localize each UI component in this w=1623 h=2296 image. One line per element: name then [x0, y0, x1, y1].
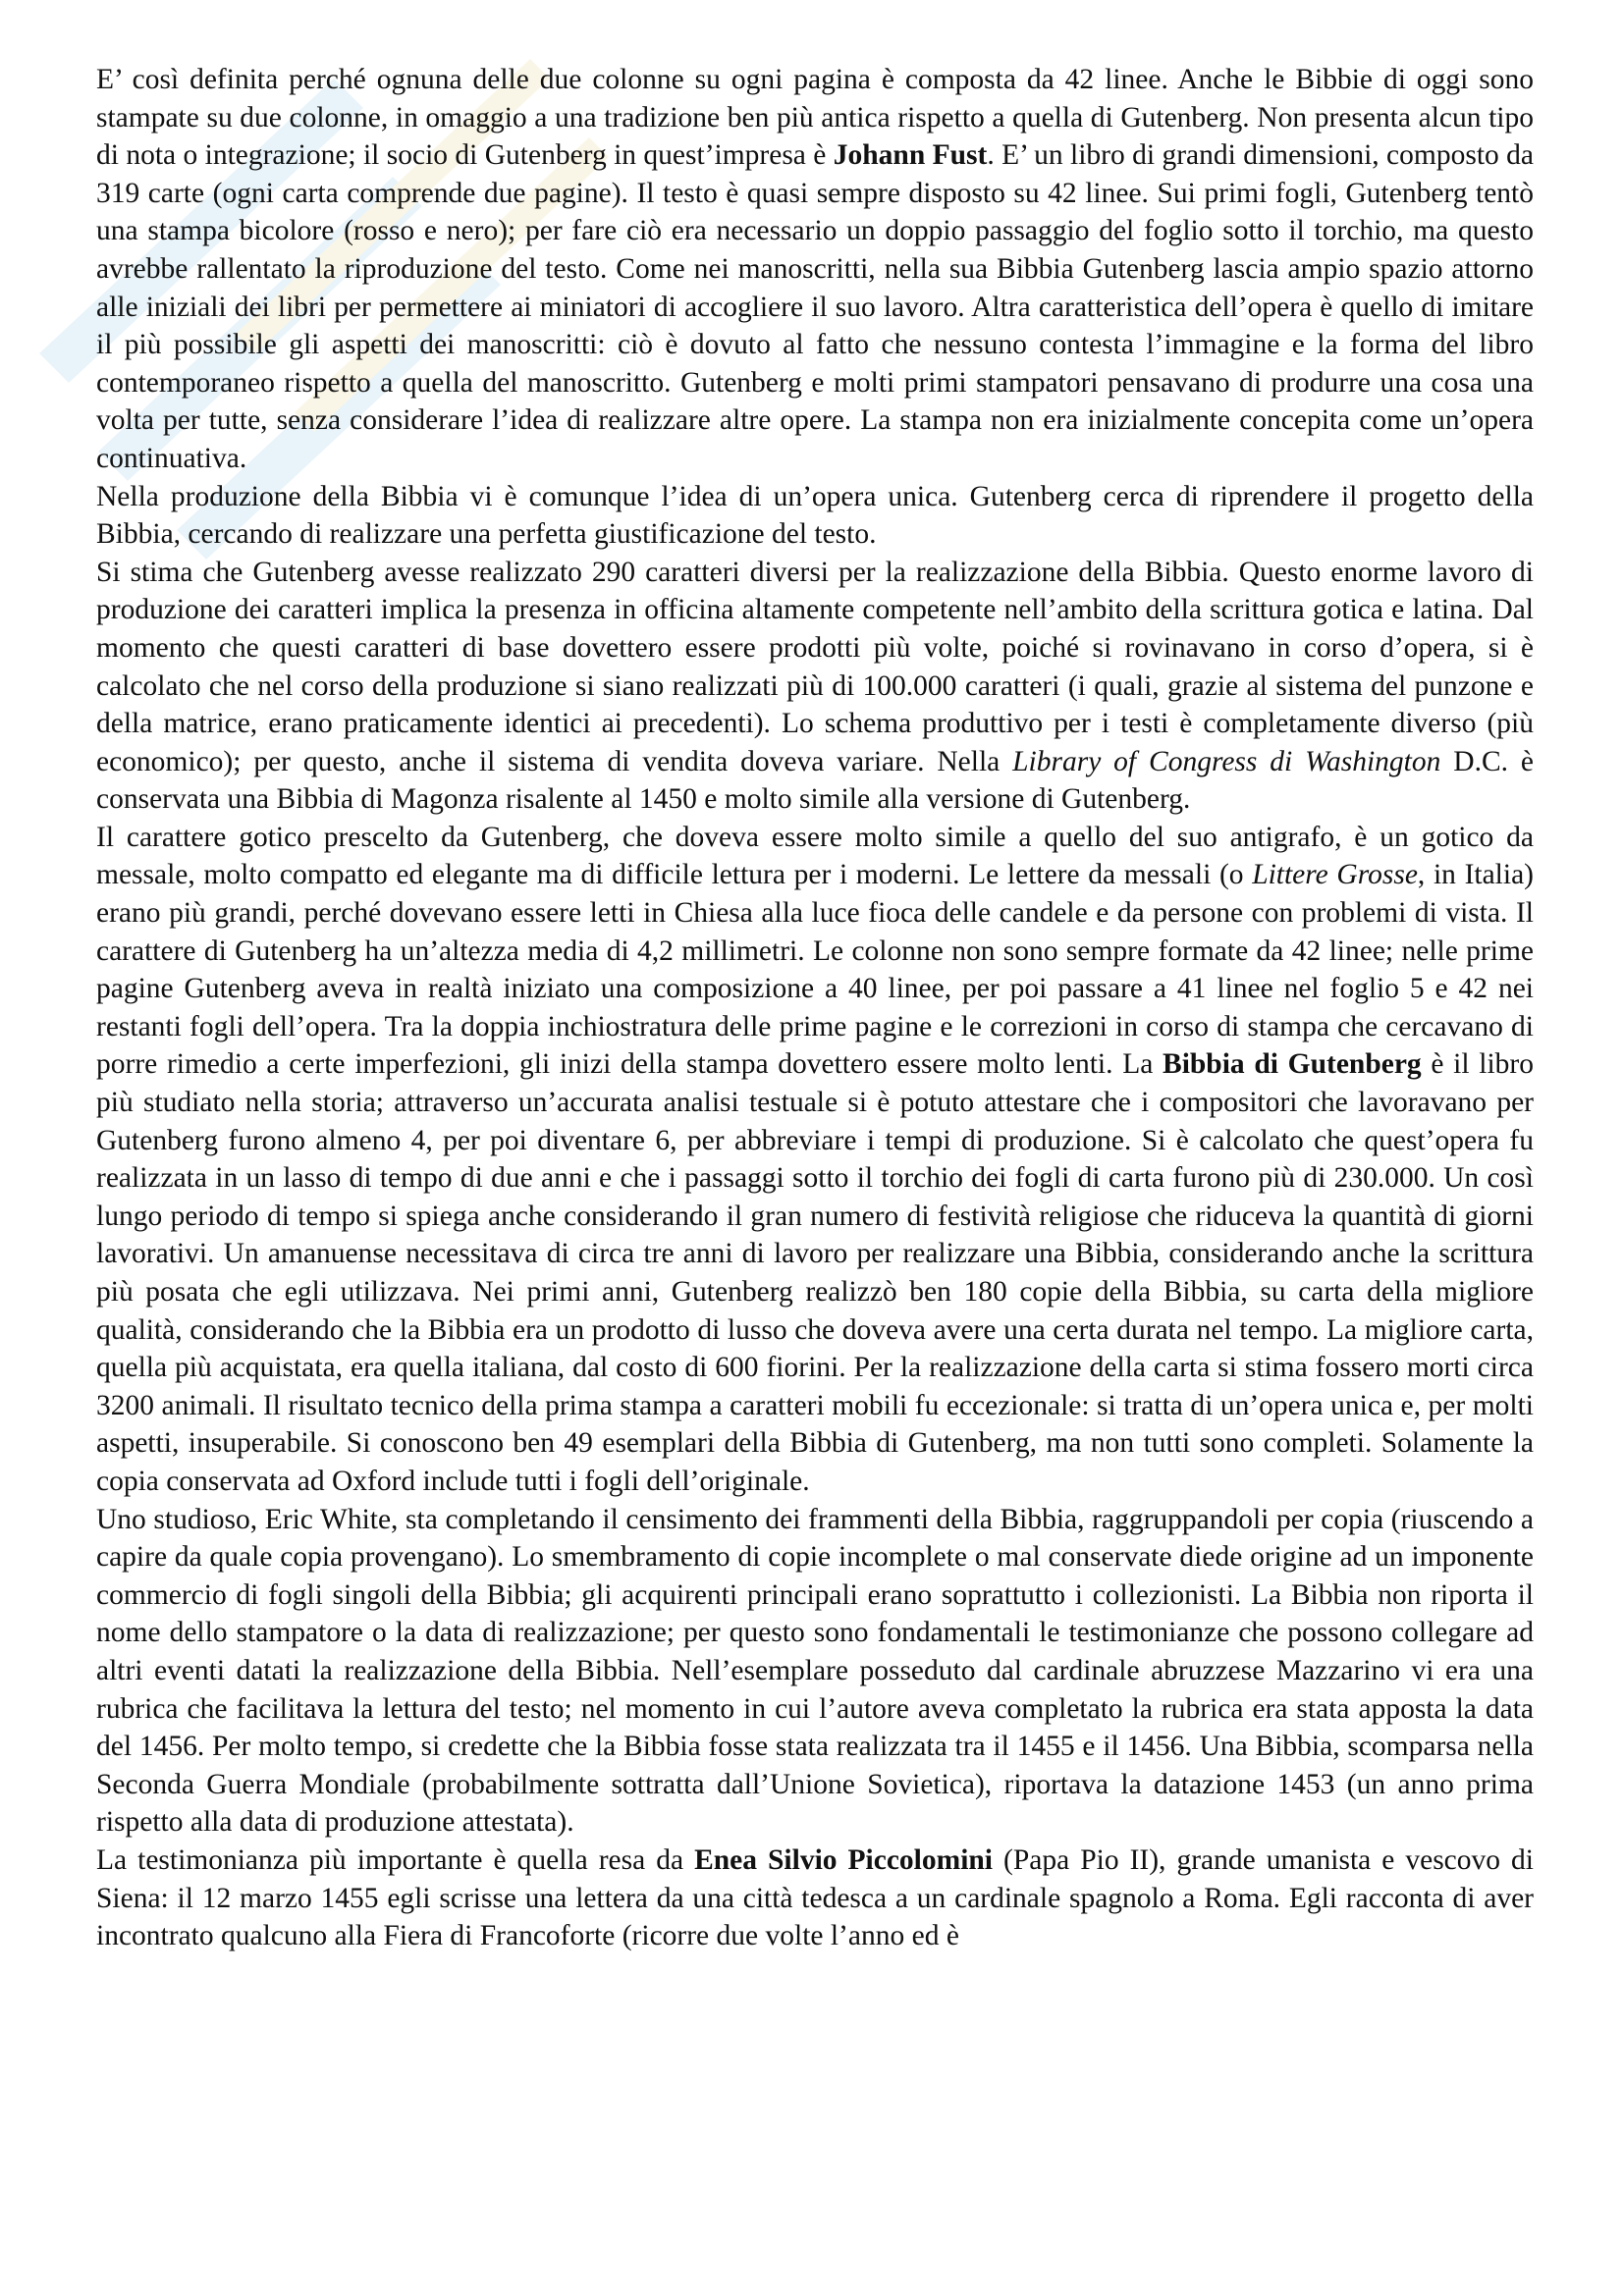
text-run: E’ così definita perché ognuna delle due colonne su ogni pagina è composta da 42 linee. Anche le Bibbie di oggi sono stampate su due colonne, in omaggio a una tradizione ben più antica rispetto a quella di Gutenberg. Non presenta alcun tipo di nota o integrazione; il socio di Gutenberg in quest’impresa è	[96, 64, 1534, 172]
text-run: . E’ un libro di grandi dimensioni, composto da 319 carte (ogni carta comprende due pagine). Il testo è quasi sempre disposto su 42 linee. Sui primi fogli, Gutenberg tentò una stampa bicolore (rosso e nero); per fare ciò era necessario un doppio passaggio del foglio sotto il torchio, ma questo avrebbe rallentato la riproduzione del testo. Come nei manoscritti, nella sua Bibbia Gutenberg lascia ampio spazio attorno alle iniziali dei libri per permettere ai miniatori di accogliere il suo lavoro. Altra caratteristica dell’opera è quello di imitare il più possibile gli aspetti dei manoscritti: ciò è dovuto al fatto che nessuno contesta l’immagine e la forma del libro contemporaneo rispetto a quella del manoscritto. Gutenberg e molti primi stampatori pensavano di produrre una cosa una volta per tutte, senza considerare l’idea di realizzare altre opere. La stampa non era inizialmente concepita come un’opera continuativa.	[96, 139, 1534, 474]
bold-text: Johann Fust	[833, 139, 988, 172]
bold-text: Enea Silvio Piccolomini	[694, 1843, 994, 1876]
text-run: D.C. è conservata una Bibbia di Magonza risalente al 1450 e molto simile alla versione di Gutenberg.	[96, 745, 1534, 816]
paragraph-42-line-bible	[96, 61, 1534, 478]
text-run: Nella produzione della Bibbia vi è comunque l’idea di un’opera unica. Gutenberg cerca di riprendere il progetto della Bibbia, cercando di realizzare una perfetta giustificazione del testo.	[96, 480, 1534, 551]
paragraph-census-copies	[96, 1501, 1534, 1842]
text-run: , in Italia) erano più grandi, perché dovevano essere letti in Chiesa alla luce fioca delle candele e da persone con problemi di vista. Il carattere di Gutenberg ha un’altezza media di 4,2 millimetri. Le colonne non sono sempre formate da 42 linee; nelle prime pagine Gutenberg aveva in realtà iniziato una composizione a 40 linee, per poi passare a 41 linee nel foglio 5 e 42 nei restanti fogli dell’opera. Tra la doppia inchiostratura delle prime pagine e le correzioni in corso di stampa che cercavano di porre rimedio a certe imperfezioni, gli inizi della stampa dovettero essere molto lenti. La	[96, 859, 1534, 1081]
paragraph-piccolomini-testimony	[96, 1842, 1534, 1955]
document-page	[96, 61, 1534, 1955]
text-run: Si stima che Gutenberg avesse realizzato 290 caratteri diversi per la realizzazione della Bibbia. Questo enorme lavoro di produzione dei caratteri implica la presenza in officina altamente competente nell’ambito della scrittura gotica e latina. Dal momento che questi caratteri di base dovettero essere prodotti più volte, poiché si rovinavano in corso d’opera, si è calcolato che nel corso della produzione si siano realizzati più di 100.000 caratteri (i quali, grazie al sistema del punzone e della matrice, erano praticamente identici ai precedenti). Lo schema produttivo per i testi è completamente diverso (più economico); per questo, anche il sistema di vendita doveva variare. Nella	[96, 556, 1534, 777]
text-run: Il carattere gotico prescelto da Gutenberg, che doveva essere molto simile a quello del suo antigrafo, è un gotico da messale, molto compatto ed elegante ma di difficile lettura per i moderni. Le lettere da messali (o	[96, 821, 1534, 891]
text-run: Uno studioso, Eric White, sta completando il censimento dei frammenti della Bibbia, raggruppandoli per copia (riuscendo a capire da quale copia provengano). Lo smembramento di copie incomplete o mal conservate diede origine ad un imponente commercio di fogli singoli della Bibbia; gli acquirenti principali erano soprattutto i collezionisti. La Bibbia non riporta il nome dello stampatore o la data di realizzazione; per questo sono fondamentali le testimonianze che possono collegare ad altri eventi datati la realizzazione della Bibbia. Nell’esemplare posseduto dal cardinale abruzzese Mazzarino vi era una rubrica che facilitava la lettura del testo; nel momento in cui l’autore aveva completato la rubrica era stata apposta la data del 1456. Per molto tempo, si credette che la Bibbia fosse stata realizzata tra il 1455 e il 1456. Una Bibbia, scomparsa nella Seconda Guerra Mondiale (probabilmente sottratta dall’Unione Sovietica), riportava la datazione 1453 (un anno prima rispetto alla data di produzione attestata).	[96, 1503, 1534, 1839]
paragraph-gothic-type	[96, 819, 1534, 1501]
italic-text: Library of Congress di Washington	[1012, 745, 1441, 777]
bold-text: Bibbia di Gutenberg	[1163, 1048, 1422, 1081]
paragraph-characters	[96, 554, 1534, 819]
italic-text: Littere Grosse	[1252, 859, 1418, 891]
text-run: La testimonianza più importante è quella resa da	[96, 1843, 695, 1876]
text-run: (Papa Pio II), grande umanista e vescovo di Siena: il 12 marzo 1455 egli scrisse una lettera da una città tedesca a un cardinale spagnolo a Roma. Egli racconta di aver incontrato qualcuno alla Fiera di Francoforte (ricorre due volte l’anno ed è	[96, 1843, 1534, 1952]
paragraph-unique-work	[96, 478, 1534, 554]
text-run: è il libro più studiato nella storia; attraverso un’accurata analisi testuale si è potuto attestare che i compositori che lavoravano per Gutenberg furono almeno 4, per poi diventare 6, per abbreviare i tempi di produzione. Si è calcolato che quest’opera fu realizzata in un lasso di tempo di due anni e che i passaggi sotto il torchio dei fogli di carta furono più di 230.000. Un così lungo periodo di tempo si spiega anche considerando il gran numero di festività religiose che riduceva la quantità di giorni lavorativi. Un amanuense necessitava di circa tre anni di lavoro per realizzare una Bibbia, considerando anche la scrittura più posata che egli utilizzava. Nei primi anni, Gutenberg realizzò ben 180 copie della Bibbia, su carta della migliore qualità, considerando che la Bibbia era un prodotto di lusso che doveva avere una certa durata nel tempo. La migliore carta, quella più acquistata, era quella italiana, dal costo di 600 fiorini. Per la realizzazione della carta si stima fossero morti circa 3200 animali. Il risultato tecnico della prima stampa a caratteri mobili fu eccezionale: si tratta di un’opera unica e, per molti aspetti, insuperabile. Si conoscono ben 49 esemplari della Bibbia di Gutenberg, ma non tutti sono completi. Solamente la copia conservata ad Oxford include tutti i fogli dell’originale.	[96, 1048, 1534, 1497]
